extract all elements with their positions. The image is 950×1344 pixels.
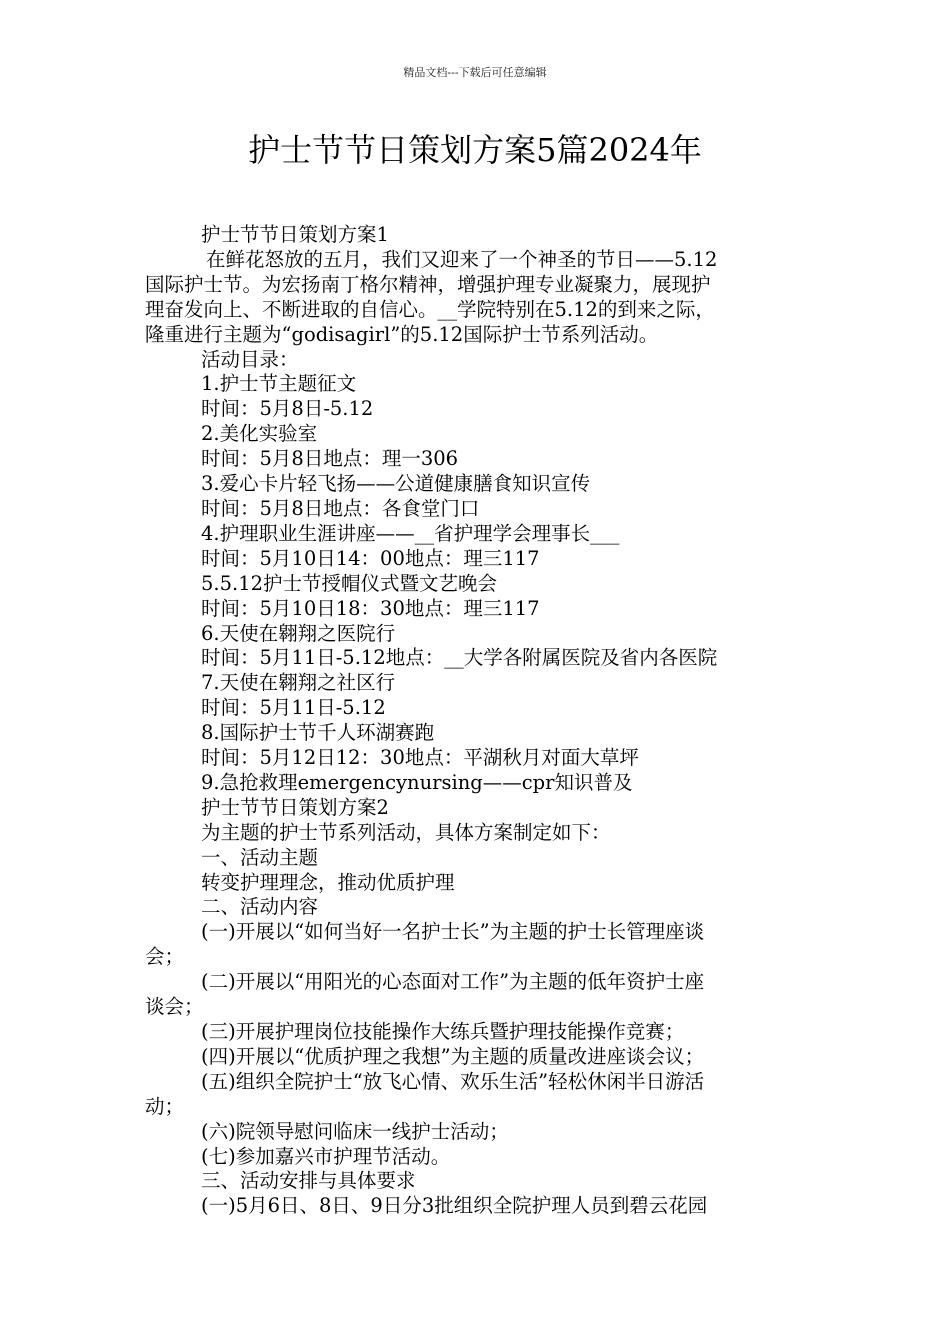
paragraph-line: 谈会； (145, 995, 204, 1019)
section-heading: 护士节节日策划方案2 (201, 795, 389, 819)
list-item: 6.天使在翱翔之医院行 (201, 621, 396, 645)
list-item-detail: 时间：5月10日14：00地点：理三117 (201, 546, 540, 570)
text-line: (四)开展以“优质护理之我想”为主题的质量改进座谈会议； (201, 1044, 705, 1068)
list-item: 2.美化实验室 (201, 422, 318, 446)
list-item-detail: 时间：5月11日-5.12地点：__大学各附属医院及省内各医院 (201, 646, 718, 670)
list-item-detail: 时间：5月11日-5.12 (201, 696, 386, 720)
document-title: 护士节节日策划方案5篇2024年 (248, 131, 702, 169)
paragraph-line: 动； (145, 1094, 185, 1118)
paragraph-line: (五)组织全院护士“放飞心情、欢乐生活”轻松休闲半日游活 (201, 1069, 705, 1093)
paragraph-line: 隆重进行主题为“godisagirl”的5.12国际护士节系列活动。 (145, 322, 659, 346)
list-item-detail: 时间：5月8日地点：理一306 (201, 447, 459, 471)
text-line: 活动目录： (201, 347, 299, 371)
paragraph-line: (一)开展以“如何当好一名护士长”为主题的护士长管理座谈 (201, 920, 705, 944)
document-body (145, 223, 810, 1219)
list-item-detail: 时间：5月8日地点：各食堂门口 (201, 496, 480, 520)
paragraph (145, 970, 810, 1020)
paragraph (145, 920, 810, 970)
paragraph-line: 国际护士节。为宏扬南丁格尔精神，增强护理专业凝聚力，展现护 (145, 272, 711, 296)
list-item: 5.5.12护士节授帽仪式暨文艺晚会 (201, 571, 498, 595)
list-item: 9.急抢救理emergencynursing——cpr知识普及 (201, 770, 633, 794)
paragraph-line: 在鲜花怒放的五月，我们又迎来了一个神圣的节日——5.12 (206, 247, 718, 271)
list-item: 4.护理职业生涯讲座——__省护理学会理事长___ (201, 521, 620, 545)
list-item: 3.爱心卡片轻飞扬——公道健康膳食知识宣传 (201, 472, 591, 496)
list-item: 1.护士节主题征文 (201, 372, 357, 396)
list-item: 8.国际护士节千人环湖赛跑 (201, 721, 435, 745)
paragraph-line: (二)开展以“用阳光的心态面对工作”为主题的低年资护士座 (201, 970, 705, 994)
text-line: (六)院领导慰问临床一线护士活动； (201, 1119, 509, 1143)
subsection-heading: 二、活动内容 (201, 895, 319, 919)
text-line: (七)参加嘉兴市护理节活动。 (201, 1144, 451, 1168)
list-item: 7.天使在翱翔之社区行 (201, 671, 396, 695)
text-line: (三)开展护理岗位技能操作大练兵暨护理技能操作竞赛； (201, 1020, 685, 1043)
paragraph-line: 会； (145, 945, 185, 969)
list-item-detail: 时间：5月12日12：30地点：平湖秋月对面大草坪 (201, 746, 639, 770)
text-line: 转变护理理念，推动优质护理 (201, 870, 455, 894)
list-item-detail: 时间：5月8日-5.12 (201, 397, 374, 421)
text-line: (一)5月6日、8日、9日分3批组织全院护理人员到碧云花园 (201, 1194, 708, 1218)
text-line: 为主题的护士节系列活动，具体方案制定如下： (201, 820, 611, 844)
subsection-heading: 一、活动主题 (201, 845, 319, 869)
list-item-detail: 时间：5月10日18：30地点：理三117 (201, 596, 540, 620)
section-heading: 护士节节日策划方案1 (201, 223, 389, 246)
paragraph-line: 理奋发向上、不断进取的自信心。__学院特别在5.12的到来之际， (145, 297, 715, 321)
subsection-heading: 三、活动安排与具体要求 (201, 1169, 416, 1193)
paragraph (145, 1070, 810, 1120)
header-note: 精品文档---下载后可任意编辑 (403, 66, 547, 79)
paragraph (145, 248, 810, 348)
